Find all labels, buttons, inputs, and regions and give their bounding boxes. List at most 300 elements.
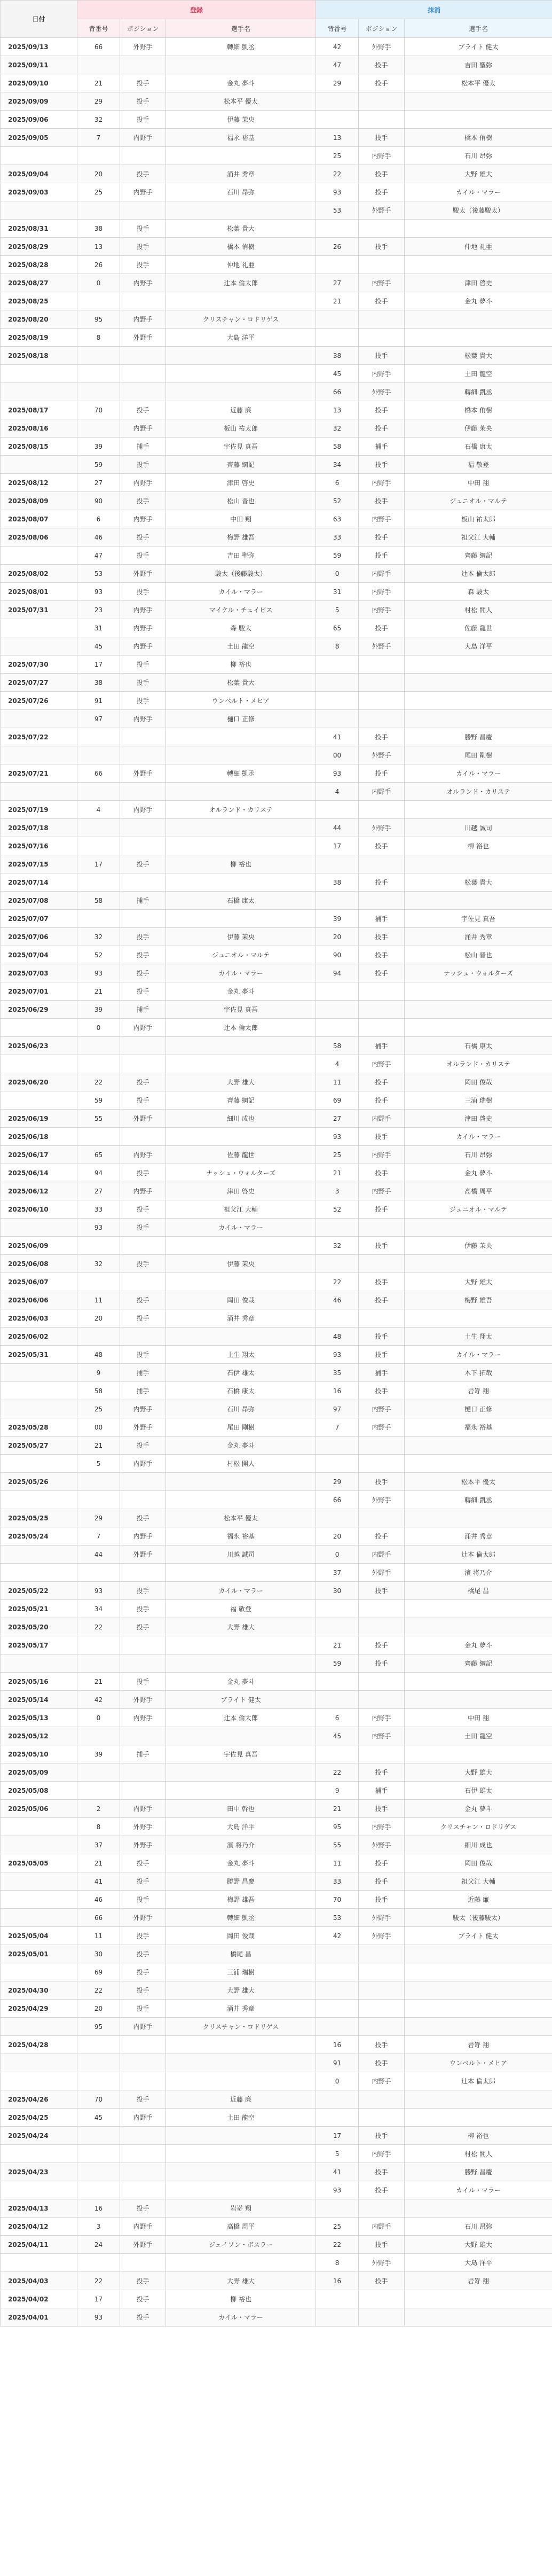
date-cell: 2025/08/25 — [1, 292, 77, 310]
date-cell — [1, 710, 77, 728]
reg-position-cell: 投手 — [120, 982, 166, 1001]
table-row — [1, 1400, 552, 1418]
dereg-player-cell: 轉細 凱丞 — [405, 383, 552, 401]
reg-number-cell — [77, 2163, 120, 2181]
table-row — [1, 2308, 552, 2327]
table-row — [1, 1164, 552, 1182]
dereg-player-cell: カイル・マラー — [405, 183, 552, 201]
reg-player-cell: 樋口 正修 — [166, 710, 316, 728]
table-row — [1, 728, 552, 746]
dereg-position-cell: 投手 — [359, 1291, 405, 1309]
dereg-number-cell: 00 — [316, 746, 359, 764]
table-row — [1, 474, 552, 492]
dereg-player-cell: ジュニオル・マルテ — [405, 1200, 552, 1219]
table-row — [1, 1273, 552, 1291]
reg-position-cell — [120, 1564, 166, 1582]
dereg-number-cell: 94 — [316, 964, 359, 982]
dereg-number-cell: 93 — [316, 183, 359, 201]
reg-number-cell: 39 — [77, 1001, 120, 1019]
reg-position-cell: 外野手 — [120, 1545, 166, 1564]
reg-number-cell — [77, 1727, 120, 1745]
reg-position-cell — [120, 1782, 166, 1800]
reg-number-cell — [77, 1473, 120, 1491]
table-row — [1, 637, 552, 655]
dereg-player-cell: 大島 洋平 — [405, 2254, 552, 2272]
dereg-number-cell — [316, 1691, 359, 1709]
reg-position-cell — [120, 1237, 166, 1255]
dereg-position-cell: 投手 — [359, 401, 405, 419]
reg-position-cell — [120, 2145, 166, 2163]
reg-player-cell — [166, 347, 316, 365]
reg-position-cell: 内野手 — [120, 2218, 166, 2236]
reg-position-cell: 内野手 — [120, 710, 166, 728]
reg-player-cell — [166, 1328, 316, 1346]
dereg-number-cell — [316, 329, 359, 347]
reg-number-cell: 93 — [77, 964, 120, 982]
reg-number-cell: 33 — [77, 1200, 120, 1219]
date-cell: 2025/07/04 — [1, 946, 77, 964]
reg-player-cell: 駿太（後藤駿太） — [166, 565, 316, 583]
dereg-player-cell: オルランド・カリステ — [405, 783, 552, 801]
date-cell: 2025/07/08 — [1, 892, 77, 910]
date-cell — [1, 1455, 77, 1473]
dereg-player-cell: 森 駿太 — [405, 583, 552, 601]
reg-position-cell: 投手 — [120, 1291, 166, 1309]
dereg-position-cell — [359, 2090, 405, 2109]
dereg-player-cell: 大野 雄大 — [405, 1273, 552, 1291]
dereg-player-cell: 石橋 康太 — [405, 1037, 552, 1055]
date-cell: 2025/06/20 — [1, 1073, 77, 1091]
reg-player-cell: 石橋 康太 — [166, 1382, 316, 1400]
dereg-position-cell — [359, 2290, 405, 2308]
dereg-position-cell — [359, 1963, 405, 1981]
reg-number-cell: 39 — [77, 1745, 120, 1763]
dereg-player-cell: 駿太（後藤駿太） — [405, 201, 552, 220]
dereg-player-cell — [405, 801, 552, 819]
reg-number-cell: 24 — [77, 2236, 120, 2254]
reg-position-cell — [120, 1763, 166, 1782]
dereg-position-cell: 内野手 — [359, 2072, 405, 2090]
dereg-position-cell: 内野手 — [359, 274, 405, 292]
table-row — [1, 746, 552, 764]
reg-player-cell: 金丸 夢斗 — [166, 1437, 316, 1455]
date-cell: 2025/07/01 — [1, 982, 77, 1001]
dereg-number-cell: 9 — [316, 1782, 359, 1800]
reg-position-cell: 投手 — [120, 92, 166, 111]
reg-number-cell: 21 — [77, 982, 120, 1001]
reg-number-cell — [77, 1636, 120, 1654]
reg-player-cell: 板山 祐太郎 — [166, 419, 316, 438]
dereg-number-cell — [316, 855, 359, 873]
dereg-position-cell: 投手 — [359, 964, 405, 982]
dereg-player-cell: 大野 雄大 — [405, 165, 552, 183]
reg-number-cell — [77, 383, 120, 401]
dereg-number-cell — [316, 2018, 359, 2036]
reg-position-cell — [120, 1037, 166, 1055]
dereg-number-cell — [316, 92, 359, 111]
reg-position-cell — [120, 1128, 166, 1146]
reg-player-cell — [166, 292, 316, 310]
reg-number-cell: 44 — [77, 1545, 120, 1564]
reg-number-cell: 93 — [77, 583, 120, 601]
date-cell: 2025/08/20 — [1, 310, 77, 329]
table-row — [1, 601, 552, 619]
dereg-player-cell: 細川 成也 — [405, 1836, 552, 1854]
reg-position-cell: 投手 — [120, 674, 166, 692]
reg-number-cell — [77, 2181, 120, 2199]
reg-player-cell: ナッシュ・ウォルターズ — [166, 1164, 316, 1182]
dereg-position-header: ポジション — [359, 19, 405, 38]
reg-player-cell — [166, 783, 316, 801]
dereg-player-cell: 涌井 秀章 — [405, 928, 552, 946]
dereg-position-cell — [359, 256, 405, 274]
reg-position-cell: 投手 — [120, 1945, 166, 1963]
dereg-position-cell: 投手 — [359, 1128, 405, 1146]
reg-position-cell: 投手 — [120, 1164, 166, 1182]
table-row — [1, 2145, 552, 2163]
reg-position-cell: 内野手 — [120, 2018, 166, 2036]
table-row — [1, 1346, 552, 1364]
dereg-number-cell: 97 — [316, 1400, 359, 1418]
reg-position-cell: 捕手 — [120, 1364, 166, 1382]
dereg-position-cell: 投手 — [359, 1872, 405, 1891]
reg-position-cell: 投手 — [120, 1255, 166, 1273]
dereg-number-cell: 0 — [316, 2072, 359, 2090]
reg-position-cell: 投手 — [120, 1582, 166, 1600]
dereg-position-cell: 投手 — [359, 2163, 405, 2181]
reg-position-cell: 投手 — [120, 964, 166, 982]
reg-position-cell: 外野手 — [120, 1818, 166, 1836]
dereg-position-cell — [359, 1219, 405, 1237]
dereg-number-cell: 27 — [316, 1110, 359, 1128]
date-cell — [1, 1491, 77, 1509]
reg-position-cell: 内野手 — [120, 2109, 166, 2127]
reg-position-cell: 投手 — [120, 401, 166, 419]
dereg-position-cell — [359, 982, 405, 1001]
dereg-position-cell: 投手 — [359, 1164, 405, 1182]
reg-player-cell — [166, 2254, 316, 2272]
dereg-number-cell — [316, 256, 359, 274]
dereg-number-cell: 22 — [316, 2236, 359, 2254]
dereg-player-cell: 松葉 貴大 — [405, 347, 552, 365]
dereg-player-cell: 辻本 倫太郎 — [405, 2072, 552, 2090]
dereg-player-cell — [405, 2000, 552, 2018]
dereg-player-cell: 柳 裕也 — [405, 2127, 552, 2145]
reg-number-cell — [77, 837, 120, 855]
reg-player-cell — [166, 2163, 316, 2181]
dereg-player-cell — [405, 982, 552, 1001]
table-row — [1, 1237, 552, 1255]
dereg-number-cell: 21 — [316, 1636, 359, 1654]
reg-player-cell — [166, 2036, 316, 2054]
reg-position-cell: 外野手 — [120, 1836, 166, 1854]
reg-position-cell: 内野手 — [120, 1455, 166, 1473]
dereg-number-cell — [316, 220, 359, 238]
dereg-position-cell: 投手 — [359, 1473, 405, 1491]
reg-position-cell: 投手 — [120, 2308, 166, 2327]
dereg-position-cell — [359, 2018, 405, 2036]
reg-number-cell — [77, 1782, 120, 1800]
reg-number-cell: 59 — [77, 456, 120, 474]
dereg-number-cell: 38 — [316, 873, 359, 892]
dereg-position-cell — [359, 1455, 405, 1473]
dereg-position-cell: 投手 — [359, 165, 405, 183]
dereg-number-cell: 63 — [316, 510, 359, 528]
reg-position-cell — [120, 2036, 166, 2054]
reg-number-cell — [77, 1654, 120, 1673]
reg-player-cell: 伊藤 茉央 — [166, 928, 316, 946]
dereg-position-cell: 内野手 — [359, 601, 405, 619]
reg-number-cell — [77, 1564, 120, 1582]
reg-position-cell: 内野手 — [120, 183, 166, 201]
dereg-player-cell: 涌井 秀章 — [405, 1527, 552, 1545]
dereg-player-cell: 岩嵜 翔 — [405, 2272, 552, 2290]
reg-position-cell: 投手 — [120, 1872, 166, 1891]
dereg-number-cell — [316, 801, 359, 819]
dereg-position-cell — [359, 1745, 405, 1763]
table-row — [1, 1909, 552, 1927]
dereg-number-cell: 52 — [316, 492, 359, 510]
date-cell: 2025/07/27 — [1, 674, 77, 692]
reg-position-cell: 外野手 — [120, 764, 166, 783]
dereg-position-cell: 投手 — [359, 1763, 405, 1782]
date-cell: 2025/05/28 — [1, 1418, 77, 1437]
dereg-position-cell — [359, 1437, 405, 1455]
reg-number-cell — [77, 1037, 120, 1055]
reg-player-cell: 勝野 昌慶 — [166, 1872, 316, 1891]
table-row — [1, 1309, 552, 1328]
dereg-position-cell: 投手 — [359, 2272, 405, 2290]
dereg-number-cell: 13 — [316, 401, 359, 419]
reg-player-cell — [166, 910, 316, 928]
table-row — [1, 2199, 552, 2218]
dereg-position-cell: 投手 — [359, 1346, 405, 1364]
dereg-position-cell: 外野手 — [359, 1564, 405, 1582]
dereg-position-cell: 投手 — [359, 547, 405, 565]
dereg-position-cell — [359, 1981, 405, 2000]
dereg-position-cell: 内野手 — [359, 2218, 405, 2236]
reg-position-cell: 投手 — [120, 1073, 166, 1091]
date-cell: 2025/06/03 — [1, 1309, 77, 1328]
dereg-position-cell: 外野手 — [359, 1836, 405, 1854]
reg-number-cell: 21 — [77, 1673, 120, 1691]
reg-player-cell: 高橋 周平 — [166, 2218, 316, 2236]
reg-number-cell: 34 — [77, 1600, 120, 1618]
date-cell: 2025/09/11 — [1, 56, 77, 74]
table-row — [1, 1418, 552, 1437]
dereg-player-cell: 川越 誠司 — [405, 819, 552, 837]
dereg-number-cell: 30 — [316, 1582, 359, 1600]
dereg-number-cell — [316, 674, 359, 692]
date-cell — [1, 1909, 77, 1927]
table-row — [1, 1891, 552, 1909]
reg-position-cell: 投手 — [120, 928, 166, 946]
dereg-position-cell: 内野手 — [359, 1400, 405, 1418]
dereg-player-cell — [405, 2199, 552, 2218]
date-cell: 2025/07/22 — [1, 728, 77, 746]
reg-position-cell: 内野手 — [120, 474, 166, 492]
date-cell: 2025/07/30 — [1, 655, 77, 674]
table-row — [1, 1727, 552, 1745]
dereg-position-cell — [359, 220, 405, 238]
date-cell: 2025/05/08 — [1, 1782, 77, 1800]
date-cell — [1, 1891, 77, 1909]
date-cell: 2025/04/25 — [1, 2109, 77, 2127]
table-row — [1, 1691, 552, 1709]
reg-number-cell: 45 — [77, 637, 120, 655]
date-cell: 2025/04/12 — [1, 2218, 77, 2236]
reg-player-cell: 福永 裕基 — [166, 1527, 316, 1545]
reg-player-cell: 轉細 凱丞 — [166, 764, 316, 783]
dereg-number-cell: 21 — [316, 1164, 359, 1182]
date-cell: 2025/08/18 — [1, 347, 77, 365]
dereg-number-cell: 39 — [316, 910, 359, 928]
date-cell: 2025/05/20 — [1, 1618, 77, 1636]
dereg-number-cell: 90 — [316, 946, 359, 964]
reg-position-cell: 捕手 — [120, 1001, 166, 1019]
date-cell: 2025/06/17 — [1, 1146, 77, 1164]
reg-number-cell: 20 — [77, 1309, 120, 1328]
date-cell: 2025/06/12 — [1, 1182, 77, 1200]
date-cell — [1, 1872, 77, 1891]
reg-player-cell — [166, 2054, 316, 2072]
dereg-player-cell — [405, 2290, 552, 2308]
date-cell: 2025/08/16 — [1, 419, 77, 438]
reg-number-cell: 2 — [77, 1800, 120, 1818]
date-cell: 2025/05/31 — [1, 1346, 77, 1364]
dereg-player-cell: 石川 昂弥 — [405, 2218, 552, 2236]
reg-player-cell: 大野 雄大 — [166, 1618, 316, 1636]
reg-position-cell: 投手 — [120, 1891, 166, 1909]
dereg-number-cell: 46 — [316, 1291, 359, 1309]
dereg-player-cell: ウンベルト・メヒア — [405, 2054, 552, 2072]
date-cell: 2025/08/01 — [1, 583, 77, 601]
reg-number-cell: 13 — [77, 238, 120, 256]
dereg-player-cell — [405, 310, 552, 329]
reg-number-cell: 11 — [77, 1291, 120, 1309]
table-row — [1, 1291, 552, 1309]
table-row — [1, 837, 552, 855]
dereg-player-cell: 板山 祐太郎 — [405, 510, 552, 528]
dereg-position-cell: 投手 — [359, 292, 405, 310]
dereg-number-cell — [316, 1437, 359, 1455]
date-cell — [1, 1400, 77, 1418]
dereg-position-cell: 捕手 — [359, 1037, 405, 1055]
dereg-player-cell: 轉細 凱丞 — [405, 1491, 552, 1509]
dereg-position-cell: 外野手 — [359, 637, 405, 655]
dereg-player-cell: 齊藤 綱記 — [405, 1654, 552, 1673]
table-row — [1, 1255, 552, 1273]
dereg-position-cell: 投手 — [359, 1328, 405, 1346]
dereg-position-cell — [359, 310, 405, 329]
table-row — [1, 1091, 552, 1110]
reg-player-cell — [166, 728, 316, 746]
reg-number-cell: 42 — [77, 1691, 120, 1709]
dereg-player-cell: 松本平 優太 — [405, 1473, 552, 1491]
dereg-number-cell: 41 — [316, 728, 359, 746]
reg-player-cell: 金丸 夢斗 — [166, 1673, 316, 1691]
dereg-number-cell — [316, 1219, 359, 1237]
reg-position-cell: 投手 — [120, 2199, 166, 2218]
table-row — [1, 1945, 552, 1963]
dereg-player-cell: 松山 晋也 — [405, 946, 552, 964]
table-row — [1, 1564, 552, 1582]
table-row — [1, 401, 552, 419]
dereg-number-cell: 55 — [316, 1836, 359, 1854]
reg-position-cell — [120, 2054, 166, 2072]
reg-number-cell — [77, 419, 120, 438]
dereg-position-cell: 外野手 — [359, 383, 405, 401]
dereg-player-cell: 松本平 優太 — [405, 74, 552, 92]
date-cell: 2025/04/13 — [1, 2199, 77, 2218]
table-row — [1, 329, 552, 347]
header-row-groups — [1, 1, 552, 19]
reg-player-cell: 涌井 秀章 — [166, 165, 316, 183]
dereg-number-cell: 8 — [316, 637, 359, 655]
reg-position-cell: 投手 — [120, 1854, 166, 1872]
date-cell: 2025/08/07 — [1, 510, 77, 528]
date-cell: 2025/07/16 — [1, 837, 77, 855]
reg-position-cell — [120, 1636, 166, 1654]
reg-position-cell: 投手 — [120, 1927, 166, 1945]
reg-position-cell — [120, 1727, 166, 1745]
reg-player-cell — [166, 837, 316, 855]
reg-player-cell: 近藤 廉 — [166, 2090, 316, 2109]
table-row — [1, 764, 552, 783]
reg-position-cell — [120, 1055, 166, 1073]
dereg-position-cell: 投手 — [359, 873, 405, 892]
reg-position-cell — [120, 292, 166, 310]
date-cell — [1, 1545, 77, 1564]
table-row — [1, 1328, 552, 1346]
date-cell — [1, 2254, 77, 2272]
table-row — [1, 1019, 552, 1037]
dereg-player-cell — [405, 1001, 552, 1019]
reg-player-header: 選手名 — [166, 19, 316, 38]
reg-number-cell: 3 — [77, 2218, 120, 2236]
dereg-number-cell — [316, 1618, 359, 1636]
reg-position-cell — [120, 1328, 166, 1346]
dereg-player-cell — [405, 1673, 552, 1691]
date-cell — [1, 2072, 77, 2090]
reg-position-cell — [120, 819, 166, 837]
reg-player-cell: 岩嵜 翔 — [166, 2199, 316, 2218]
dereg-position-cell: 投手 — [359, 1073, 405, 1091]
table-row — [1, 801, 552, 819]
date-cell — [1, 1836, 77, 1854]
dereg-number-cell: 29 — [316, 74, 359, 92]
dereg-number-cell: 3 — [316, 1182, 359, 1200]
dereg-player-cell: 大島 洋平 — [405, 637, 552, 655]
table-row — [1, 892, 552, 910]
reg-position-cell — [120, 1473, 166, 1491]
dereg-player-cell — [405, 1600, 552, 1618]
dereg-number-cell: 59 — [316, 547, 359, 565]
reg-number-cell — [77, 292, 120, 310]
dereg-number-cell: 7 — [316, 1418, 359, 1437]
dereg-position-cell: 投手 — [359, 74, 405, 92]
reg-player-cell: 祖父江 大輔 — [166, 1200, 316, 1219]
reg-position-cell: 外野手 — [120, 1110, 166, 1128]
dereg-number-cell — [316, 892, 359, 910]
table-row — [1, 2072, 552, 2090]
reg-number-cell: 20 — [77, 165, 120, 183]
dereg-number-cell — [316, 1600, 359, 1618]
reg-player-cell — [166, 1636, 316, 1654]
table-row — [1, 1854, 552, 1872]
reg-player-cell — [166, 383, 316, 401]
dereg-position-cell — [359, 892, 405, 910]
